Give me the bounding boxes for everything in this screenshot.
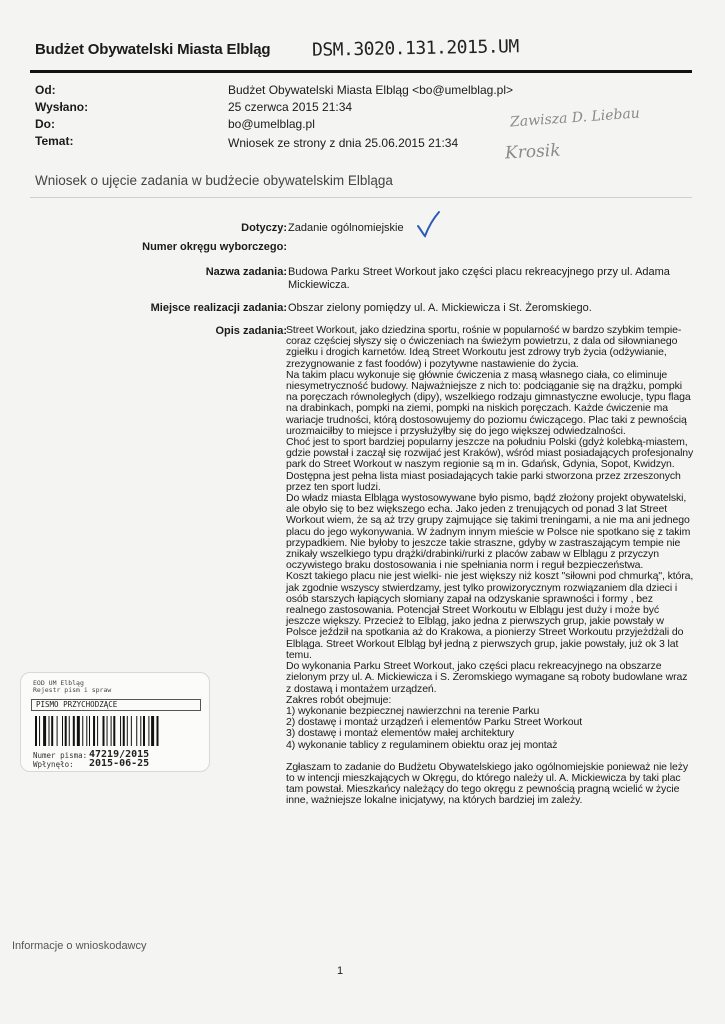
scope-intro: Zakres robót obejmuje: — [286, 693, 392, 706]
okreg-label: Numer okręgu wyborczego: — [142, 241, 287, 253]
stamp-box-label: PISMO PRZYCHODZĄCE — [31, 699, 201, 711]
form-heading: Wniosek o ujęcie zadania w budżecie obywatelskim Elbląga — [35, 173, 393, 188]
sent-value: 25 czerwca 2015 21:34 — [228, 100, 353, 114]
stamp-number-value: 47219/2015 — [89, 749, 150, 760]
scope-item: 4) wykonanie tablicy z regulaminem obiektu oraz jej montaż — [286, 738, 558, 751]
dotyczy-label: Dotyczy: — [241, 222, 287, 234]
header-rule — [30, 70, 692, 73]
checkmark-icon — [415, 210, 441, 238]
handwritten-note-line2: Krosik — [504, 140, 562, 164]
sent-label: Wysłano: — [35, 100, 89, 114]
task-description — [286, 325, 694, 807]
to-value: bo@umelblag.pl — [228, 117, 315, 131]
page-number: 1 — [337, 965, 344, 977]
description-paragraph: Koszt takiego placu nie jest wielki- nie jest większy niż koszt "siłowni pod chmurką", która, jak zgodnie wszyscy stwierdzamy, jest tylko prowizorycznym rozwiązaniem dla dzieci i osób starszych łapiących słomiany zapał na odzyskanie sprawności i formy , bez realnego zastosowania. Potencjał Street Workoutu w Elblągu jest duży i może być jeszcze większy. Przecież to Elbląg, jako jedna z pierwszych grup, jakie powstały w Polsce jeździł na spotkania aż do Krakowa, a pionierzy Street Workoutu przyjeżdżali do Elbląga. Street Workout Elbląg był jedną z pierwszych grup, jakie powstały, już ok 3 lat temu. — [286, 570, 694, 661]
description-paragraph: Do władz miasta Elbląga wystosowywane było pismo, bądź złożony projekt obywatelski, ale obyło się to bez większego echa. Jako jeden z trenujących od ponad 3 lat Street Workout wiem, że są aż trzy grupy zajmujące się takimi treningami, a nie ma ani jednego placu do jego wykonywania. W żadnym innym mieście w Polsce nie spotkano się z takim przypadkiem. Nie byłoby to jeszcze takie straszne, gdyby w zastraszającym tempie nie znikały wszelkiego typu drążki/drabinki/rurki z placów zabaw w Elblągu z przyczyn oczywistego braku dostosowania i nie spełniania norm i reguł bezpieczeństwa. — [286, 492, 691, 572]
registry-stamp — [20, 672, 210, 772]
form-heading-rule — [30, 197, 692, 198]
to-label: Do: — [35, 117, 55, 131]
barcode-icon — [35, 716, 197, 746]
description-paragraph: Do wykonania Parku Street Workout, jako części placu rekreacyjnego na obszarze zielonym przy ul. A. Mickiewicza i S. Żeromskiego wymagane są roboty budowlane wraz z dostawą i montażem urządzeń. — [286, 660, 688, 695]
from-value: Budżet Obywatelski Miasta Elbląg <bo@umelblag.pl> — [228, 83, 513, 97]
dotyczy-value: Zadanie ogólnomiejskie — [288, 222, 404, 234]
description-paragraph: Choć jest to sport bardziej popularny jeszcze na południu Polski (gdyż kolebką-miastem, gdzie powstał i zaczął się rozwijać jest Kraków), wśród miast posiadających profesjonalny park do Street Workout w naszym regionie są m in. Gdańsk, Gdynia, Sopot, Kwidzyn. Dostępna jest pełna lista miast posiadających takie parki stworzona przez zrzeszonych przez ten sport ludzi. — [286, 436, 694, 493]
stamp-number-label: Numer pisma: — [33, 751, 88, 760]
stamp-date-value: 2015-06-25 — [89, 758, 150, 769]
nazwa-value: Budowa Parku Street Workout jako części placu rekreacyjnego przy ul. Adama Mickiewicza. — [288, 266, 670, 291]
from-label: Od: — [35, 83, 56, 97]
miejsce-value: Obszar zielony pomiędzy ul. A. Mickiewicza i St. Żeromskiego. — [288, 302, 592, 314]
scope-item: 1) wykonanie bezpiecznej nawierzchni na terenie Parku — [286, 704, 540, 717]
subject-label: Temat: — [35, 134, 74, 148]
description-paragraph: Na takim placu wykonuje się głównie ćwiczenia z masą własnego ciała, co eliminuje niesymetryczność budowy. Najważniejsze z nich to: podciąganie się na drążku, pompki na poręczach równoległych (dipy), wszelkiego rodzaju gimnastyczne ewolucje, typu flaga na drabinkach, pompki na ziemi, pompki na niskich poręczach. Każde ćwiczenie ma wariacje trudności, którą dostosowujemy do poziomu ćwiczącego. Plac taki z pewnością urozmaiciłby to miejsce i przysłużyłby się do jego większej odwiedzalności. — [286, 368, 691, 437]
nazwa-label: Nazwa zadania: — [205, 266, 287, 278]
applicant-info-heading: Informacje o wnioskodawcy — [12, 940, 147, 952]
description-paragraph: Zgłaszam to zadanie do Budżetu Obywatelskiego jako ogólnomiejskie ponieważ nie leży to w intencji mieszkających w Okręgu, do którego należy ul. A. Mickiewicza by taki plac tam powstał. Mieszkańcy należący do tego okręgu z pewnością pragną wcielić w życie inne, ważniejsze lokalne inicjatywy, na których bardziej im zależy. — [286, 760, 689, 807]
handwritten-note-line1: Zawisza D. Liebau — [509, 105, 641, 131]
stamp-line2: Rejestr pism i spraw — [33, 686, 112, 694]
scope-item: 2) dostawę i montaż urządzeń i elementów Parku Street Workout — [286, 716, 583, 729]
stamp-line1: EOD UM Elbląg — [33, 679, 84, 687]
miejsce-label: Miejsce realizacji zadania: — [150, 302, 287, 314]
description-paragraph: Street Workout, jako dziedzina sportu, rośnie w popularność w bardzo szybkim tempie- coraz częściej słyszy się o ćwiczeniach na świeżym powietrzu, z dala od siłownianego zgiełku i drogich karnetów. Ideą Street Workoutu jest zdrowy tryb życia (odżywianie, zrezygnowanie z fast foodów) i pozytywne nastawienie do życia. — [286, 324, 682, 370]
stamp-date-label: Wpłynęło: — [33, 760, 74, 769]
handwritten-reference-number: DSM.3020.131.2015.UM — [311, 36, 519, 61]
header-title: Budżet Obywatelski Miasta Elbląg — [35, 41, 271, 58]
scope-item: 3) dostawę i montaż elementów małej architektury — [286, 727, 515, 740]
opis-label: Opis zadania: — [215, 325, 287, 337]
subject-value: Wniosek ze strony z dnia 25.06.2015 21:34 — [228, 136, 459, 150]
